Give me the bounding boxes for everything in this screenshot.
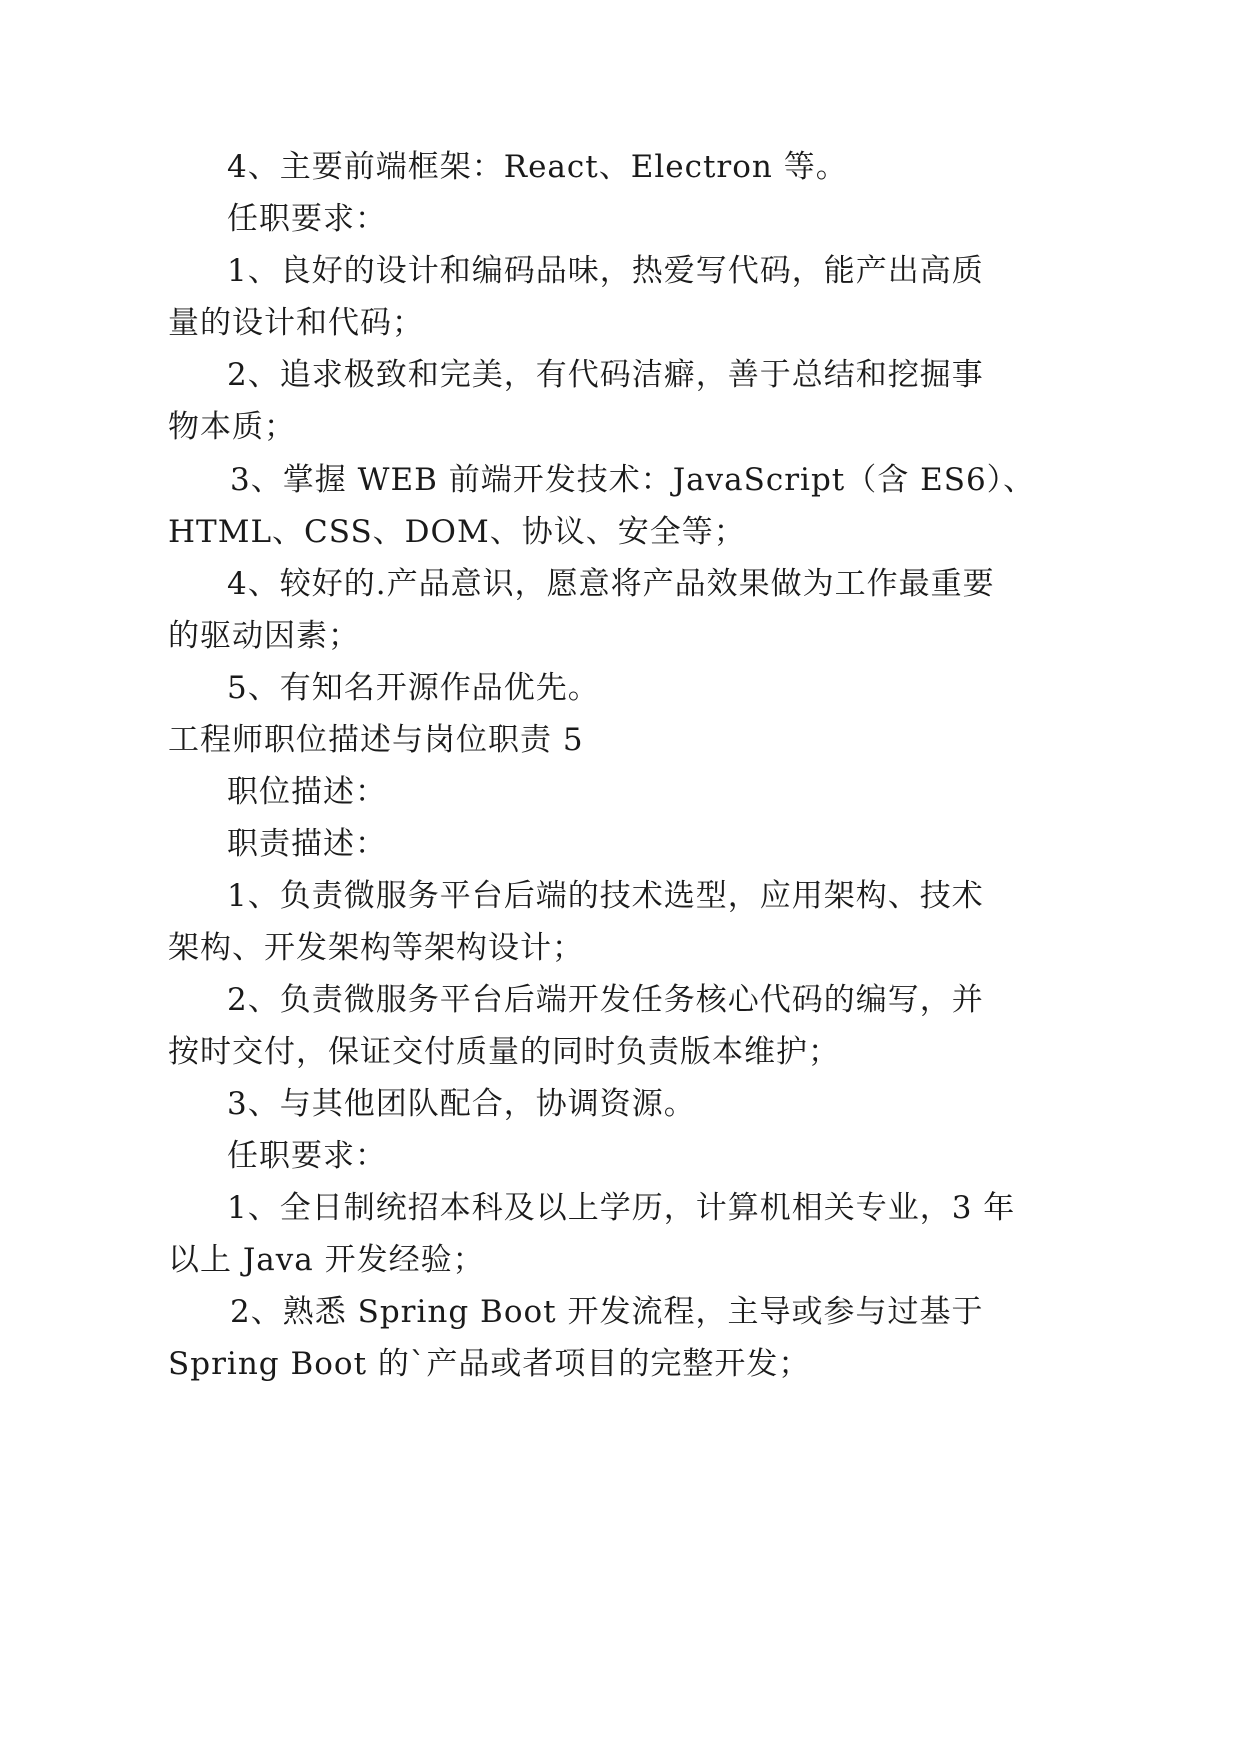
text-line: 4、较好的.产品意识，愿意将产品效果做为工作最重要 <box>227 566 995 602</box>
text-line: 3、与其他团队配合，协调资源。 <box>227 1086 696 1122</box>
text-line: HTML、CSS、DOM、协议、安全等； <box>168 514 746 550</box>
section-heading: 任职要求： <box>227 201 387 237</box>
text-line: 物本质； <box>168 409 296 445</box>
section-heading: 职位描述： <box>227 774 387 810</box>
text-line: 的驱动因素； <box>168 618 360 654</box>
document-heading: 工程师职位描述与岗位职责 5 <box>168 722 584 758</box>
text-line: 5、有知名开源作品优先。 <box>227 670 600 706</box>
text-line: 2、追求极致和完美，有代码洁癖，善于总结和挖掘事 <box>227 357 984 393</box>
text-line: 4、主要前端框架：React、Electron 等。 <box>227 149 848 185</box>
text-line: 2、熟悉 Spring Boot 开发流程，主导或参与过基于 <box>230 1294 984 1330</box>
text-line: 架构、开发架构等架构设计； <box>168 930 584 966</box>
text-line: 1、良好的设计和编码品味，热爱写代码，能产出高质 <box>227 253 984 289</box>
text-line: 1、负责微服务平台后端的技术选型，应用架构、技术 <box>227 878 984 914</box>
text-line: 按时交付，保证交付质量的同时负责版本维护； <box>168 1034 840 1070</box>
text-line: 量的设计和代码； <box>168 305 424 341</box>
section-heading: 任职要求： <box>227 1138 387 1174</box>
text-line: 1、全日制统招本科及以上学历，计算机相关专业，3 年 <box>227 1190 1016 1226</box>
text-line: 以上 Java 开发经验； <box>168 1242 485 1278</box>
text-line: 2、负责微服务平台后端开发任务核心代码的编写，并 <box>227 982 984 1018</box>
text-line: 3、掌握 WEB 前端开发技术：JavaScript（含 ES6）、 <box>230 462 1036 498</box>
section-heading: 职责描述： <box>227 826 387 862</box>
text-line: Spring Boot 的`产品或者项目的完整开发； <box>168 1346 811 1382</box>
